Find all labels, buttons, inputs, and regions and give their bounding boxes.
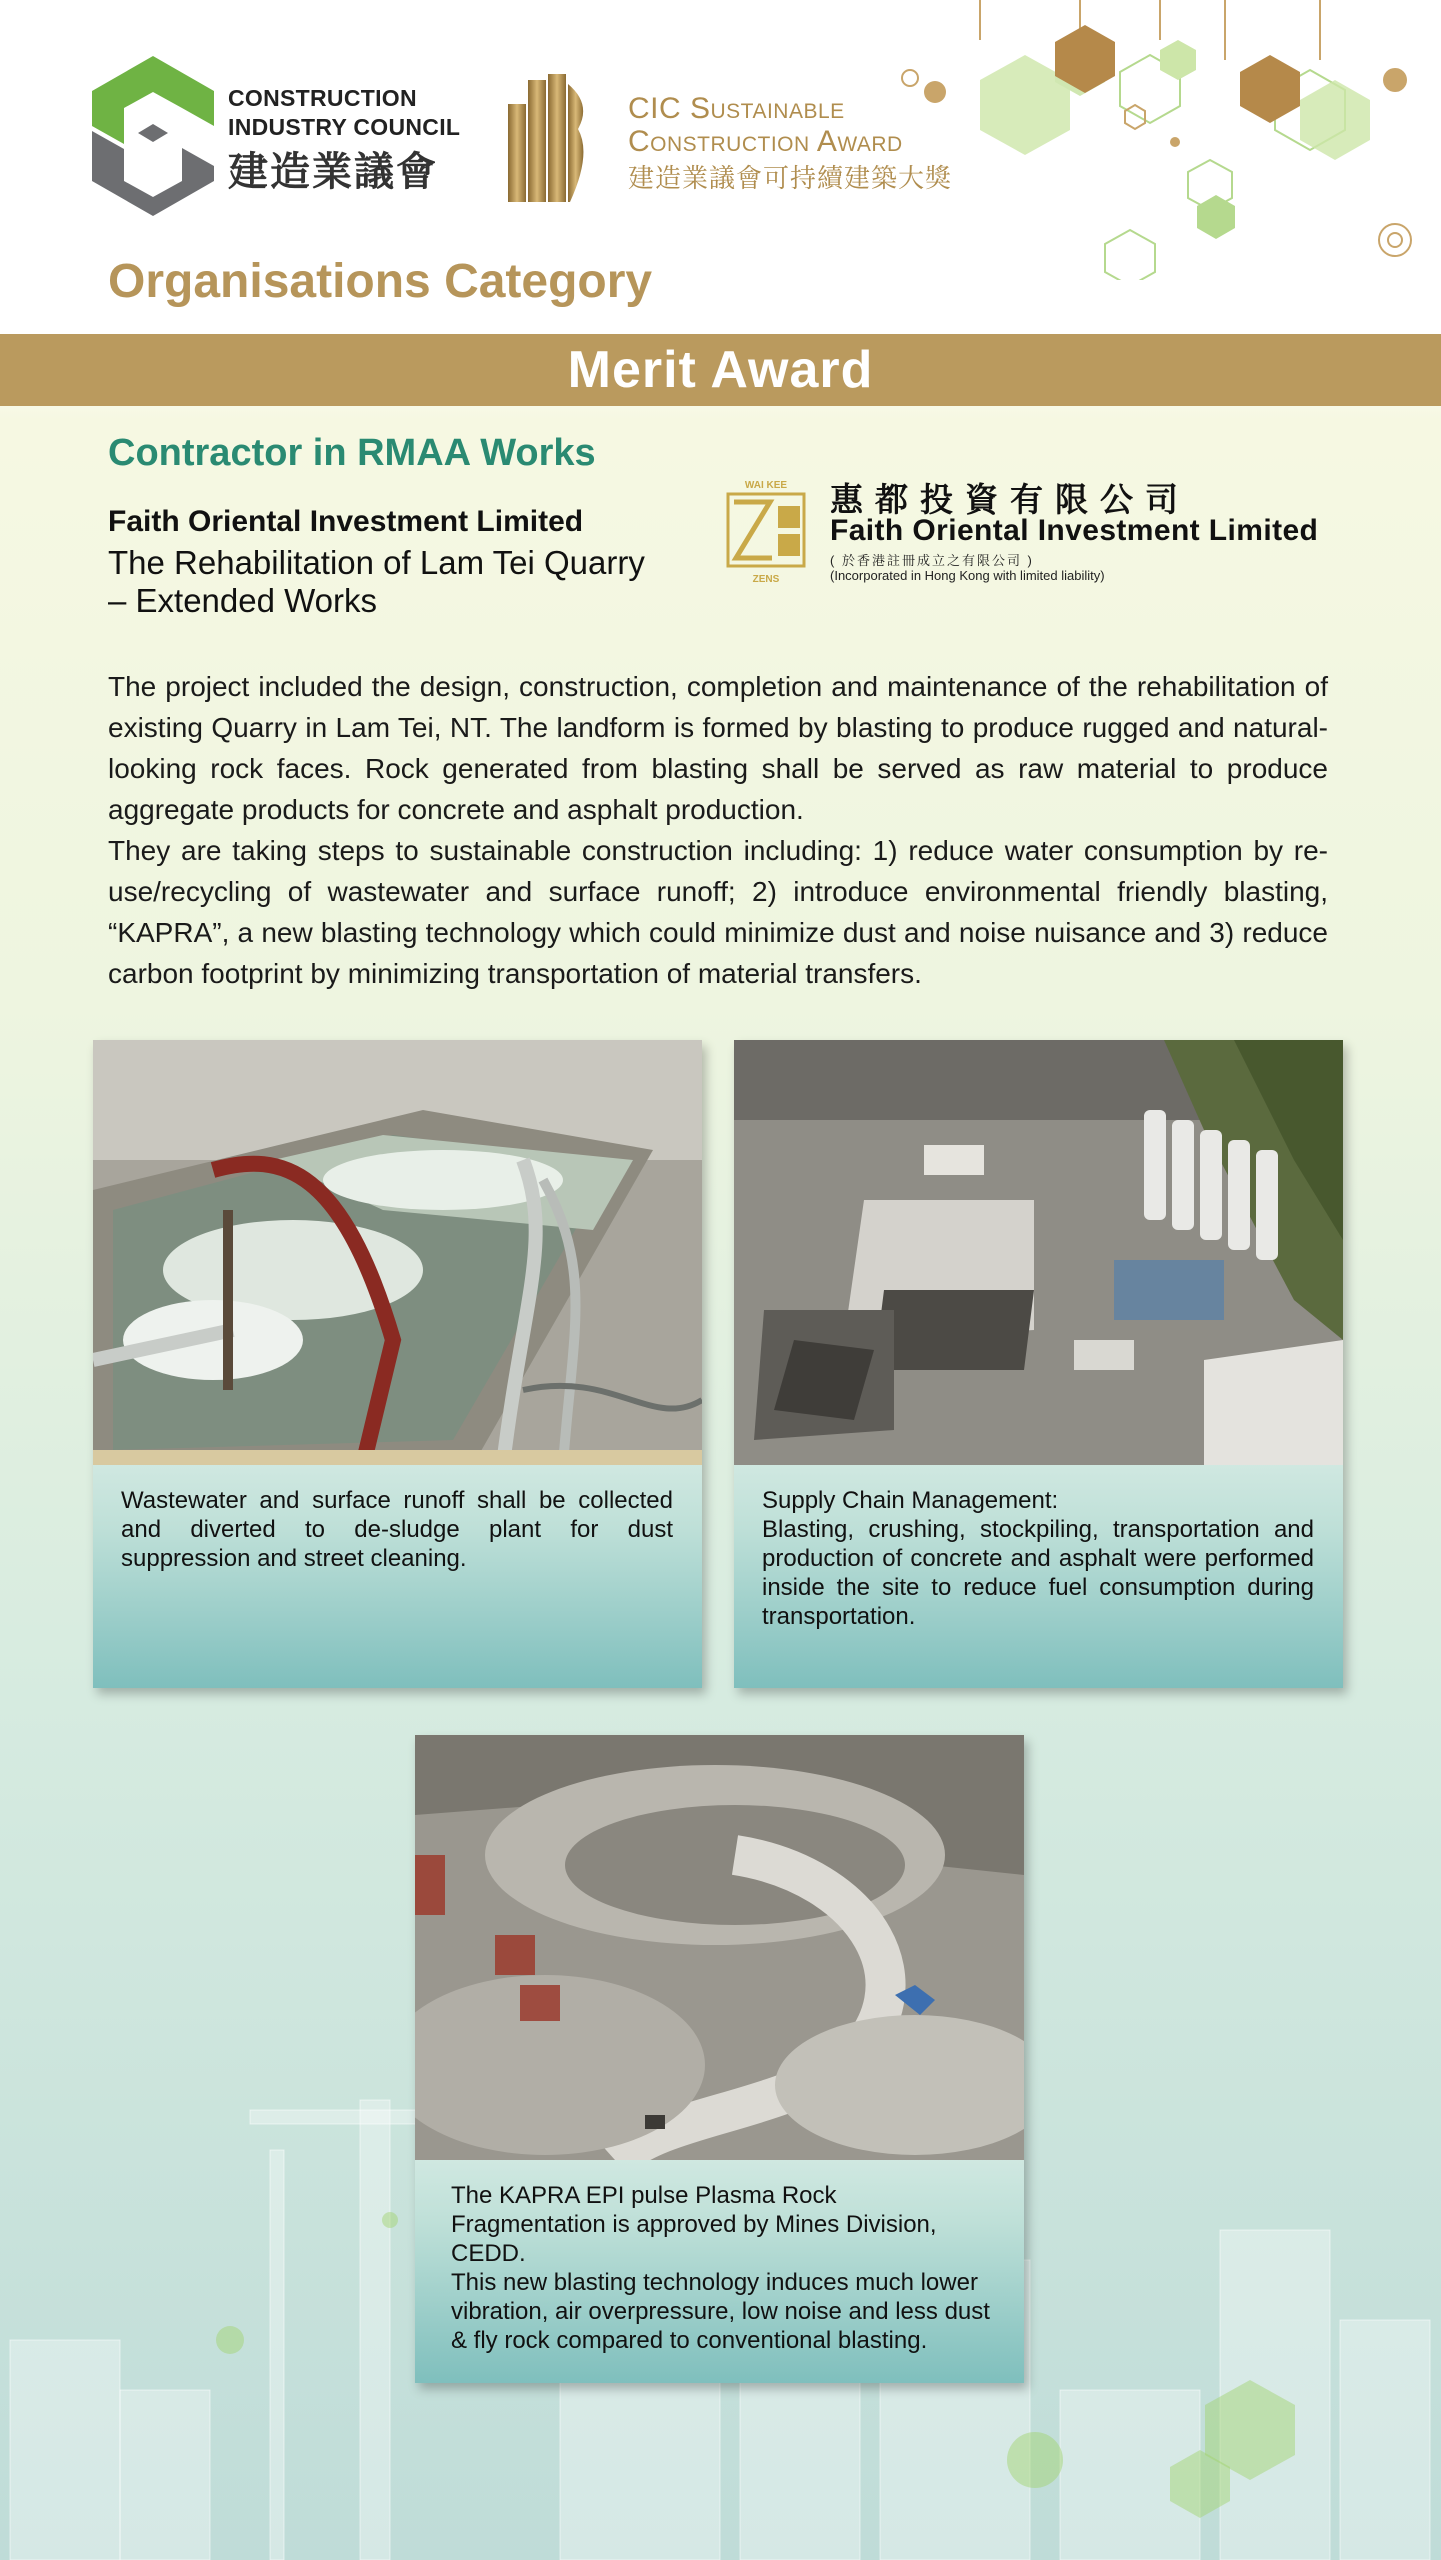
award-title bbox=[628, 92, 903, 158]
wastewater-tank-photo bbox=[93, 1040, 702, 1465]
company-logo-chinese-subtitle: ( 於香港註冊成立之有限公司 ) bbox=[830, 553, 1034, 568]
company-logo-english-subtitle: (Incorporated in Hong Kong with limited liability) bbox=[830, 568, 1105, 583]
company-name: Faith Oriental Investment Limited bbox=[108, 505, 584, 538]
kapra-caption-line2: This new blasting technology induces much lower vibration, air overpressure, low noise and less dust & fly rock compared to conventional blasting. bbox=[451, 2269, 990, 2354]
kapra-caption-line1: The KAPRA EPI pulse Plasma Rock Fragmentation is approved by Mines Division, CEDD. bbox=[451, 2182, 937, 2267]
logo-badge-bottom-text: ZENS bbox=[752, 574, 780, 585]
award-title-chinese: 建造業議會可持續建築大獎 bbox=[628, 163, 953, 193]
cic-logo-icon bbox=[92, 56, 214, 216]
sustainable-award-logo-icon bbox=[508, 74, 592, 204]
project-title bbox=[108, 544, 708, 620]
supply-chain-caption-body: Blasting, crushing, stockpiling, transportation and production of concrete and asphalt were performed inside the site to reduce fuel consumption during transportation. bbox=[762, 1516, 1314, 1630]
cic-name-chinese: 建造業議會 bbox=[228, 150, 438, 194]
project-description bbox=[108, 666, 1328, 994]
award-level-title: Merit Award bbox=[567, 341, 874, 399]
project-title-line1: The Rehabilitation of Lam Tei Quarry bbox=[108, 544, 645, 581]
company-logo-english-name: Faith Oriental Investment Limited bbox=[830, 514, 1319, 547]
cic-name-line2: INDUSTRY COUNCIL bbox=[228, 114, 461, 140]
concrete-plant-aerial-photo bbox=[734, 1040, 1343, 1465]
logo-badge-top-text: WAI KEE bbox=[744, 480, 788, 491]
photo-card-kapra bbox=[415, 1735, 1024, 2383]
cic-name-line1: CONSTRUCTION bbox=[228, 85, 417, 111]
award-title-line2: Construction Award bbox=[628, 125, 903, 158]
cic-name bbox=[228, 84, 460, 142]
quarry-blasting-site-photo bbox=[415, 1735, 1024, 2160]
photo-card-wastewater bbox=[93, 1040, 702, 1688]
wai-kee-logo-icon bbox=[726, 478, 806, 586]
supply-chain-caption bbox=[762, 1486, 1314, 1631]
wastewater-caption: Wastewater and surface runoff shall be collected and diverted to de-sludge plant for dust suppression and street cleaning. bbox=[121, 1487, 673, 1572]
kapra-caption bbox=[451, 2181, 995, 2355]
company-logo-chinese-name: 惠都投資有限公司 bbox=[830, 481, 1190, 518]
category-heading: Organisations Category bbox=[108, 255, 653, 308]
description-paragraph-2: They are taking steps to sustainable construction including: 1) reduce water consumption by re-use/recycling of wastewater and surface runoff; 2) introduce environmental friendly blasting, “KAPRA”, a new blasting technology which could minimize dust and noise nuisance and 3) reduce carbon footprint by minimizing transportation of material transfers. bbox=[108, 835, 1328, 989]
description-paragraph-1: The project included the design, construction, completion and maintenance of the rehabilitation of existing Quarry in Lam Tei, NT. The landform is formed by blasting to produce rugged and natural-looking rock faces. Rock generated from blasting shall be served as raw material to produce aggregate products for concrete and asphalt production. bbox=[108, 671, 1328, 825]
photo-card-supply-chain bbox=[734, 1040, 1343, 1688]
project-title-line2: – Extended Works bbox=[108, 582, 378, 619]
entry-category: Contractor in RMAA Works bbox=[108, 432, 596, 474]
award-title-line1: CIC Sustainable bbox=[628, 92, 845, 125]
hexagon-decoration bbox=[880, 0, 1441, 280]
supply-chain-caption-title: Supply Chain Management: bbox=[762, 1487, 1059, 1514]
